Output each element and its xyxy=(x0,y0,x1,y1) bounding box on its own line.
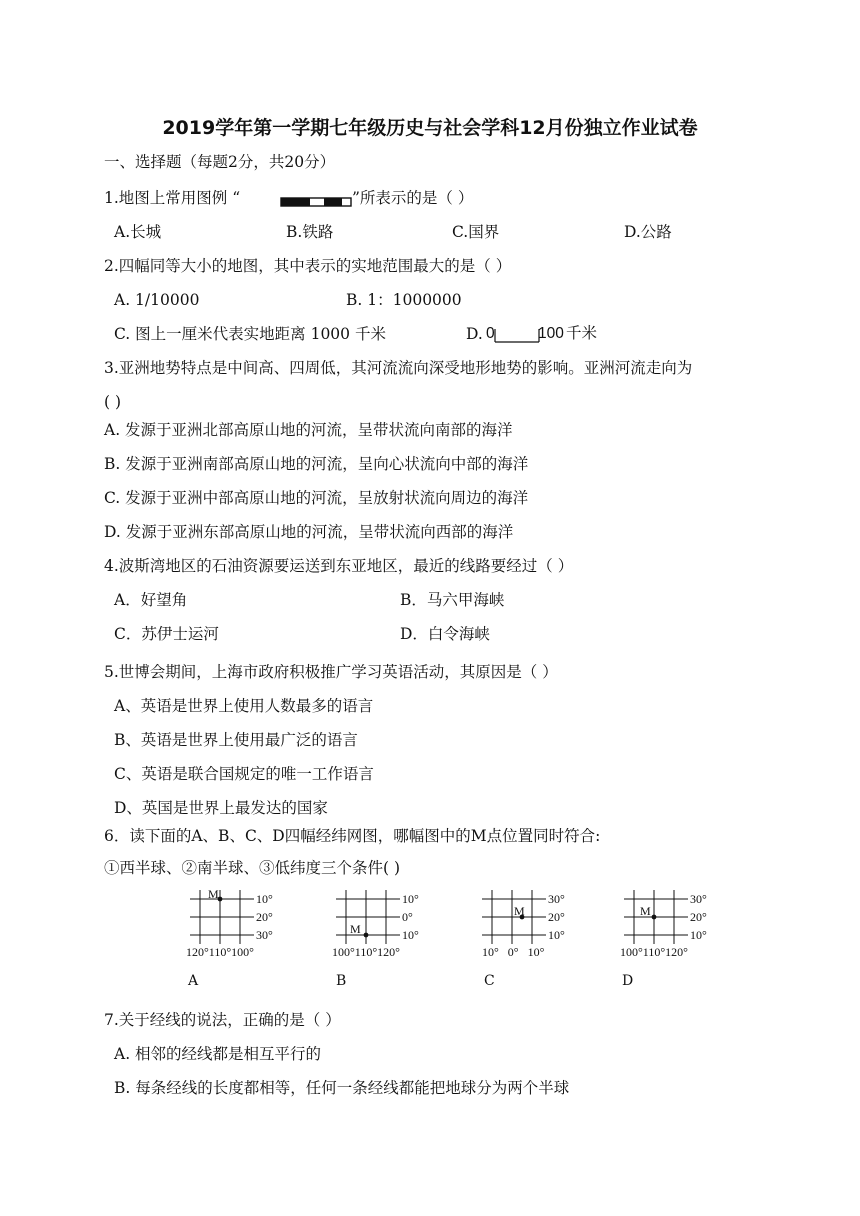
q2-option-b: B. 1：1000000 xyxy=(346,291,462,309)
grid-d-caption: D xyxy=(622,973,634,989)
q4-option-a: A．好望角 xyxy=(114,591,188,609)
section-heading: 一、选择题（每题2分，共20分） xyxy=(104,153,336,171)
q5-option-b: B、英语是世界上使用最广泛的语言 xyxy=(114,731,358,749)
grid-a-marker: M xyxy=(208,888,219,901)
q7-option-a: A. 相邻的经线都是相互平行的 xyxy=(114,1045,322,1063)
grid-a-caption: A xyxy=(188,973,199,989)
q1-option-c: C.国界 xyxy=(452,223,500,241)
grid-a-lat-2: 20° xyxy=(256,910,273,924)
q2-option-d-prefix: D. xyxy=(466,325,483,343)
q1-option-d: D.公路 xyxy=(624,223,672,241)
question-7-stem: 7.关于经线的说法，正确的是（ ） xyxy=(104,1011,341,1029)
question-6-stem-conditions: ①西半球、②南半球、③低纬度三个条件( ) xyxy=(104,859,401,877)
grid-d-lon-labels: 100°110°120° xyxy=(620,945,688,959)
question-1-stem-start: 1.地图上常用图例 “ xyxy=(104,189,241,207)
q5-option-d: D、英国是世界上最发达的国家 xyxy=(114,799,328,817)
railway-legend-symbol xyxy=(280,196,352,208)
q2-scale-unit: 千米 xyxy=(566,325,598,342)
exam-title: 2019学年第一学期七年级历史与社会学科12月份独立作业试卷 xyxy=(162,117,698,139)
grid-a-lat-3: 30° xyxy=(256,928,273,942)
q2-option-a: A. 1/10000 xyxy=(114,291,200,309)
grid-c-lon-labels: 10° 0° 10° xyxy=(482,945,545,959)
grid-c-lat-2: 20° xyxy=(548,910,565,924)
question-3-paren: ( ) xyxy=(104,393,122,411)
q1-option-b: B.铁路 xyxy=(286,223,334,241)
lat-lon-grid-b xyxy=(332,888,432,960)
grid-b-lat-1: 10° xyxy=(402,892,419,906)
q7-option-b: B. 每条经线的长度都相等，任何一条经线都能把地球分为两个半球 xyxy=(114,1079,570,1097)
q2-scale-start: 0 xyxy=(486,325,495,342)
grid-b-marker: M xyxy=(350,922,361,936)
question-1-stem-end: ”所表示的是（ ） xyxy=(352,189,474,207)
q3-option-c: C. 发源于亚洲中部高原山地的河流，呈放射状流向周边的海洋 xyxy=(104,489,529,507)
q2-option-c: C. 图上一厘米代表实地距离 1000 千米 xyxy=(114,325,386,343)
q5-option-c: C、英语是联合国规定的唯一工作语言 xyxy=(114,765,374,783)
grid-b-lat-3: 10° xyxy=(402,928,419,942)
grid-a-lon-labels: 120°110°100° xyxy=(186,945,254,959)
grid-c-caption: C xyxy=(484,973,495,989)
q2-scale-bar xyxy=(494,328,540,344)
q4-option-b: B．马六甲海峡 xyxy=(400,591,505,609)
lat-lon-grid-c xyxy=(478,888,578,960)
question-6-stem: 6．读下面的A、B、C、D四幅经纬网图，哪幅图中的M点位置同时符合: xyxy=(104,827,601,845)
q2-scale-end: 100 xyxy=(538,325,564,342)
lat-lon-grid-d xyxy=(620,888,720,960)
q4-option-c: C．苏伊士运河 xyxy=(114,625,219,643)
grid-a-lat-1: 10° xyxy=(256,892,273,906)
grid-c-lat-3: 10° xyxy=(548,928,565,942)
grid-c-marker: M xyxy=(514,904,525,918)
q3-option-a: A. 发源于亚洲北部高原山地的河流，呈带状流向南部的海洋 xyxy=(104,421,513,439)
question-5-stem: 5.世博会期间，上海市政府积极推广学习英语活动，其原因是（ ） xyxy=(104,663,558,681)
grid-c-lat-1: 30° xyxy=(548,892,565,906)
q4-option-d: D．白令海峡 xyxy=(400,625,490,643)
q3-option-b: B. 发源于亚洲南部高原山地的河流，呈向心状流向中部的海洋 xyxy=(104,455,529,473)
grid-b-lon-labels: 100°110°120° xyxy=(332,945,400,959)
grid-d-marker: M xyxy=(640,904,651,918)
grid-b-lat-2: 0° xyxy=(402,910,413,924)
question-3-stem: 3.亚洲地势特点是中间高、四周低，其河流流向深受地形地势的影响。亚洲河流走向为 xyxy=(104,359,693,377)
question-4-stem: 4.波斯湾地区的石油资源要运送到东亚地区，最近的线路要经过（ ） xyxy=(104,557,574,575)
grid-d-lat-1: 30° xyxy=(690,892,707,906)
lat-lon-grid-a xyxy=(186,888,286,960)
question-2-stem: 2.四幅同等大小的地图，其中表示的实地范围最大的是（ ） xyxy=(104,257,512,275)
grid-d-lat-2: 20° xyxy=(690,910,707,924)
grid-b-caption: B xyxy=(336,973,347,989)
q3-option-d: D. 发源于亚洲东部高原山地的河流，呈带状流向西部的海洋 xyxy=(104,523,514,541)
grid-d-lat-3: 10° xyxy=(690,928,707,942)
q1-option-a: A.长城 xyxy=(114,223,162,241)
q5-option-a: A、英语是世界上使用人数最多的语言 xyxy=(114,697,374,715)
